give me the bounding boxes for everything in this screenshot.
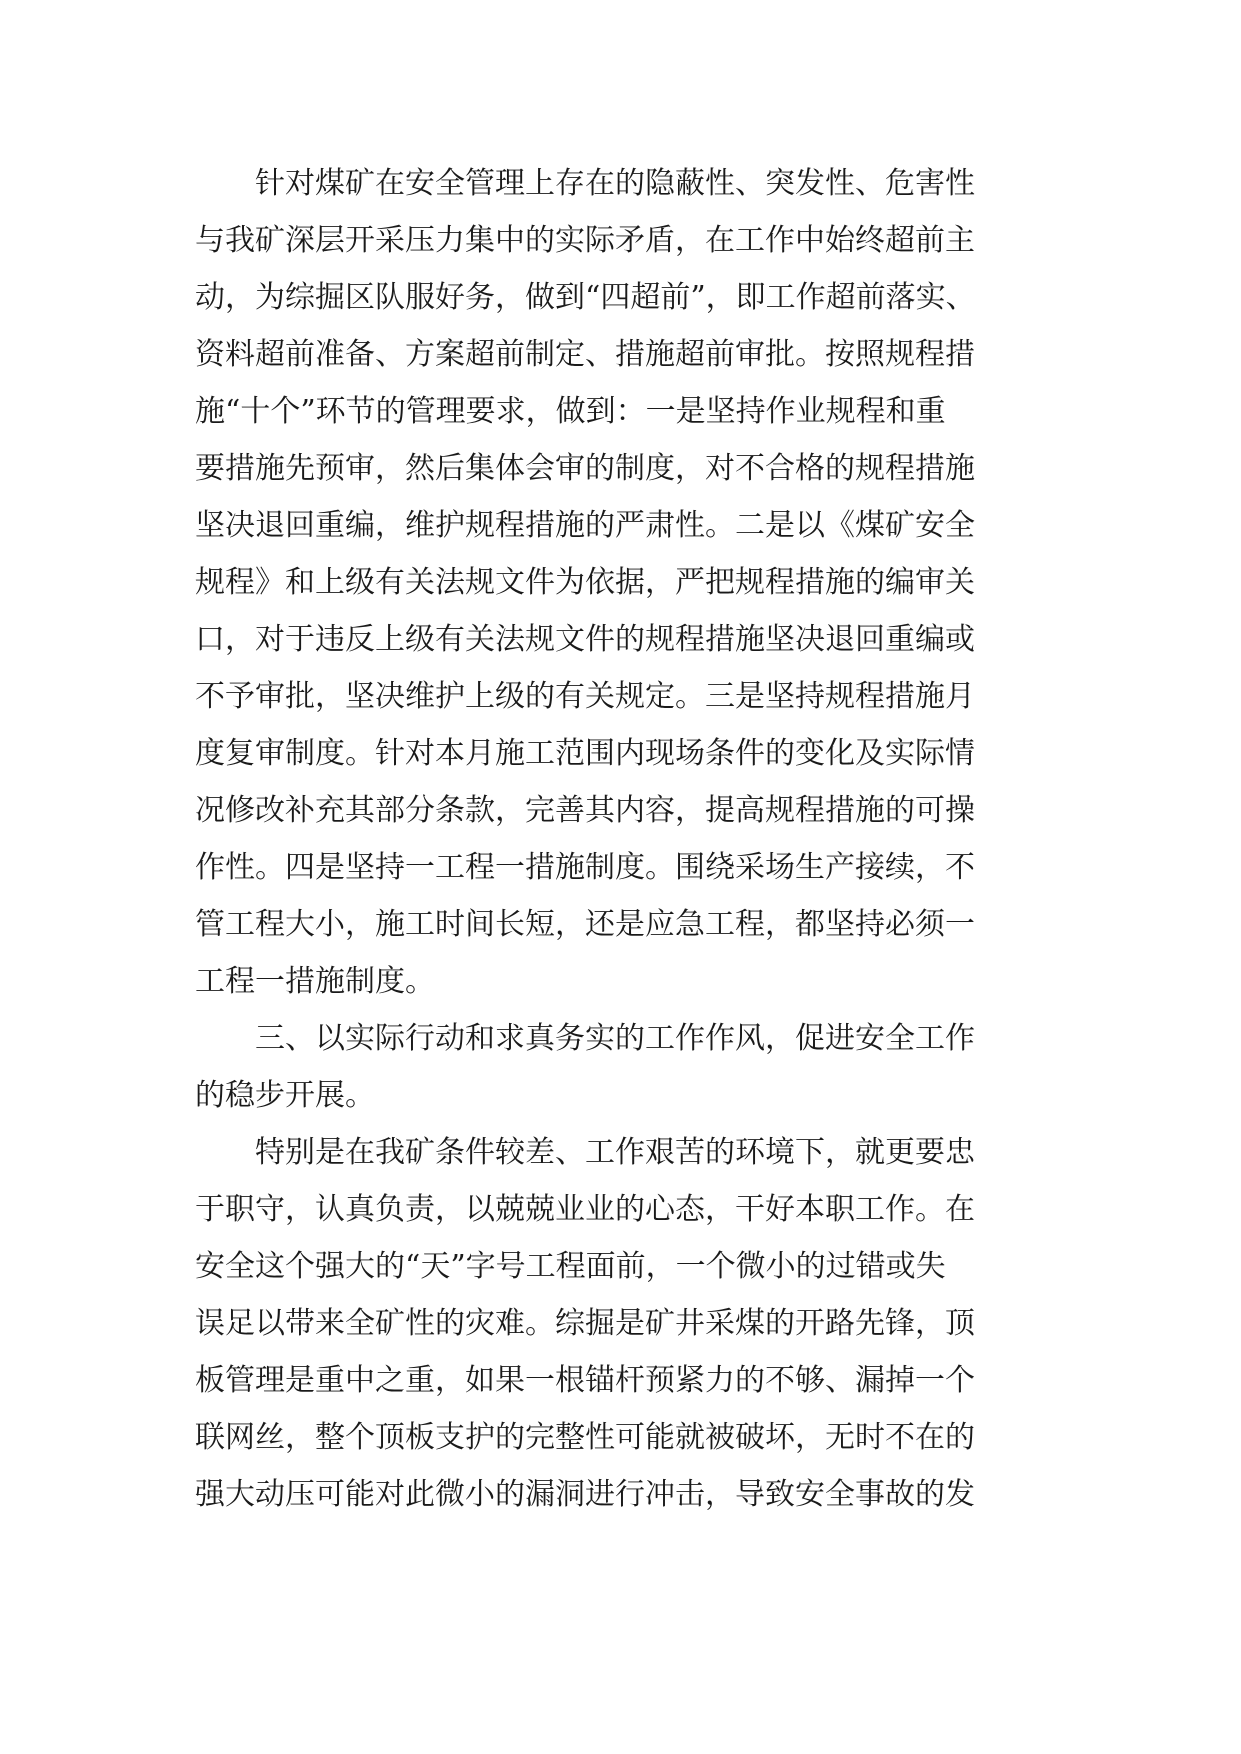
paragraph-line: 施“十个”环节的管理要求，做到：一是坚持作业规程和重 [195,394,946,429]
body-text [195,155,1055,1523]
paragraph-line: 误足以带来全矿性的灾难。综掘是矿井采煤的开路先锋，顶 [195,1306,975,1341]
paragraph-line: 联网丝，整个顶板支护的完整性可能就被破坏，无时不在的 [195,1420,975,1455]
paragraph-line: 针对煤矿在安全管理上存在的隐蔽性、突发性、危害性 [255,166,975,201]
paragraph-line: 度复审制度。针对本月施工范围内现场条件的变化及实际情 [195,736,975,771]
paragraph-line: 动，为综掘区队服好务，做到“四超前”，即工作超前落实、 [195,280,976,315]
paragraph-line: 不予审批，坚决维护上级的有关规定。三是坚持规程措施月 [195,679,975,714]
paragraph-line: 资料超前准备、方案超前制定、措施超前审批。按照规程措 [195,337,975,372]
paragraph-line: 作性。四是坚持一工程一措施制度。围绕采场生产接续，不 [195,850,975,885]
paragraph-line: 工程一措施制度。 [195,964,435,999]
paragraph-line: 口，对于违反上级有关法规文件的规程措施坚决退回重编或 [195,622,975,657]
paragraph-line: 管工程大小，施工时间长短，还是应急工程，都坚持必须一 [195,907,975,942]
paragraph-line: 要措施先预审，然后集体会审的制度，对不合格的规程措施 [195,451,975,486]
paragraph-line: 安全这个强大的“天”字号工程面前，一个微小的过错或失 [195,1249,946,1284]
section-heading-line: 三、以实际行动和求真务实的工作作风，促进安全工作 [255,1021,975,1056]
paragraph-line: 特别是在我矿条件较差、工作艰苦的环境下，就更要忠 [255,1135,975,1170]
paragraph-line: 于职守，认真负责，以兢兢业业的心态，干好本职工作。在 [195,1192,975,1227]
paragraph-line: 坚决退回重编，维护规程措施的严肃性。二是以《煤矿安全 [195,508,975,543]
paragraph-line: 与我矿深层开采压力集中的实际矛盾，在工作中始终超前主 [195,223,975,258]
paragraph-line: 板管理是重中之重，如果一根锚杆预紧力的不够、漏掉一个 [195,1363,975,1398]
paragraph-line: 况修改补充其部分条款，完善其内容，提高规程措施的可操 [195,793,975,828]
paragraph-line: 规程》和上级有关法规文件为依据，严把规程措施的编审关 [195,565,975,600]
paragraph-line: 强大动压可能对此微小的漏洞进行冲击，导致安全事故的发 [195,1477,975,1512]
section-heading-line: 的稳步开展。 [195,1078,375,1113]
